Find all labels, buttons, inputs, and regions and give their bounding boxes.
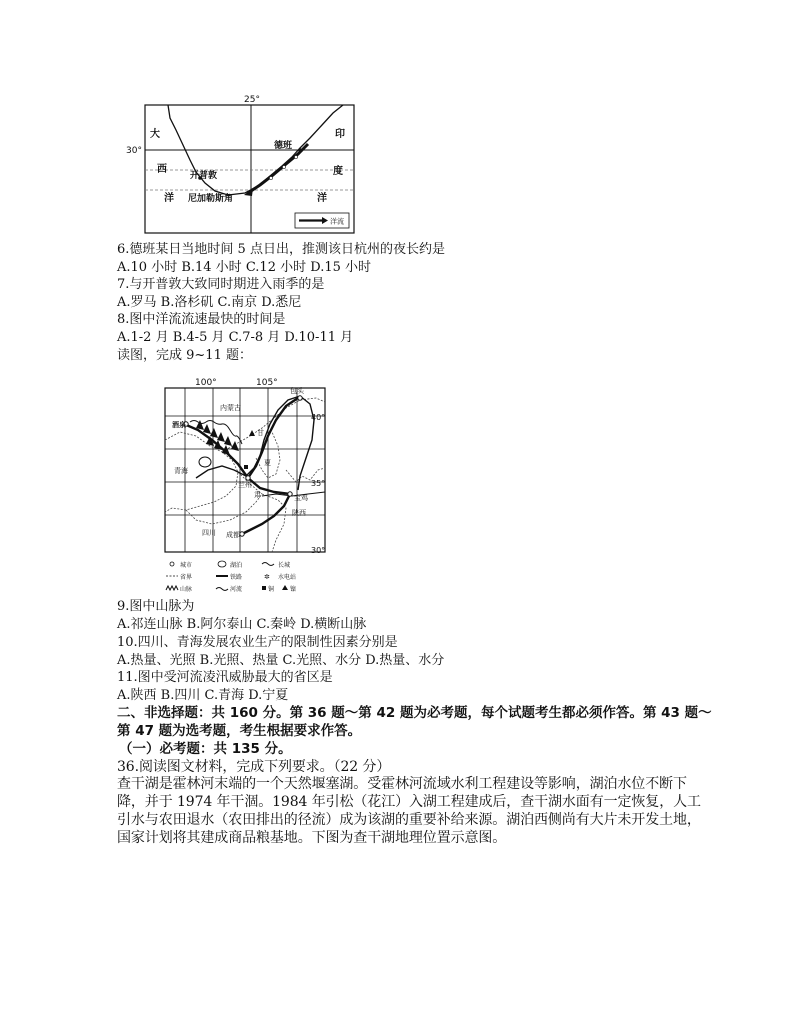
legend-copper-icon: [262, 586, 266, 590]
current-dot: [269, 176, 272, 179]
q11-options: A.陕西 B.四川 C.青海 D.宁夏: [117, 688, 289, 704]
q6-options: A.10 小时 B.14 小时 C.12 小时 D.15 小时: [117, 259, 372, 275]
legend-current-label: 洋流: [330, 217, 344, 226]
q36-passage-line4: 国家计划将其建成商品粮基地。下图为查干湖地理位置示意图。: [117, 829, 507, 846]
legend-mountain-icon: [166, 586, 178, 590]
q8-options: A.1-2 月 B.4-5 月 C.7-8 月 D.10-11 月: [117, 329, 354, 345]
required-questions-heading: （一）必考题：共 135 分。: [119, 740, 292, 757]
legend-lake-icon: [218, 561, 226, 567]
legend-hydropower-label: 水电站: [278, 574, 297, 581]
q9-options: A.祁连山脉 B.阿尔泰山 C.秦岭 D.横断山脉: [117, 616, 367, 632]
chengdu-city-icon: [240, 532, 244, 536]
q10-stem: 10.四川、青海发展农业生产的限制性因素分别是: [117, 634, 398, 650]
lon-100-label: 100°: [195, 378, 217, 388]
section2-heading-line1: 二、非选择题：共 160 分。第 36 题～第 42 题为必考题，每个试题考生都必须作答。第 43 题～: [117, 705, 712, 722]
q36-passage-line2: 降，并于 1974 年干涸。1984 年引松（花江）入湖工程建成后，查干湖水面有一定恢复，人工: [117, 794, 701, 811]
baotou-label: 包头: [290, 387, 304, 395]
great-wall: [190, 421, 242, 445]
legend-city-label: 城市: [180, 562, 193, 569]
atlantic-label-1: 大: [150, 129, 160, 140]
legend-railway-label: 铁路: [230, 574, 243, 581]
current-dot: [294, 155, 297, 158]
q36-passage-line3: 引水与农田退水（农田排出的径流）成为该湖的重要补给来源。湖泊西侧尚有大片未开发土地，: [117, 812, 701, 829]
legend-border-label: 省界: [180, 574, 193, 581]
railway-lanzhou-jiuquan: [184, 424, 248, 478]
nickel-mine-icon: [249, 430, 255, 436]
map2-legend: [166, 561, 296, 593]
legend-great-wall-icon: [262, 563, 274, 566]
durban-label: 德班: [274, 141, 293, 151]
current-dot: [282, 165, 285, 168]
south-africa-map: [125, 88, 365, 238]
legend-nickel-label: 镍: [290, 586, 297, 593]
atlantic-label-3: 洋: [164, 193, 174, 204]
xia-label: 夏: [264, 459, 271, 467]
map1-legend: [295, 213, 349, 228]
sichuan-label: 四川: [202, 529, 216, 537]
legend-river-icon: [216, 588, 228, 591]
q11-stem: 11.图中受河流凌汛威胁最大的省区是: [117, 670, 333, 686]
legend-lake-label: 湖泊: [230, 562, 243, 569]
jiuquan-label: 酒泉: [172, 421, 186, 429]
qinghai-lake: [199, 457, 211, 467]
atlantic-label-2: 西: [157, 164, 167, 175]
legend-great-wall-label: 长城: [278, 562, 291, 569]
lon-105-label: 105°: [256, 378, 278, 388]
map1-lat-label: 30°: [126, 146, 142, 156]
section2-heading-line2: 第 47 题为选考题，考生根据要求作答。: [117, 722, 362, 739]
q7-options: A.罗马 B.洛杉矶 C.南京 D.悉尼: [117, 294, 302, 310]
railway-baoji-chengdu: [242, 494, 290, 534]
capetown-label: 开普敦: [190, 171, 218, 181]
q36-passage-line1: 查干湖是霍林河末端的一个天然堰塞湖。受霍林河流域水利工程建设等影响，湖泊水位不断下: [117, 776, 687, 793]
q6-stem: 6.德班某日当地时间 5 点日出，推测该日杭州的夜长约是: [117, 242, 445, 257]
northwest-china-map: [150, 372, 340, 597]
q36-stem: 36.阅读图文材料，完成下列要求。（22 分）: [117, 758, 391, 775]
cape-agulhas-label: 尼加勒斯角: [188, 194, 234, 204]
baoji-city-icon: [288, 492, 292, 496]
chengdu-label: 成都: [226, 531, 240, 539]
railway-lanzhou-baotou: [248, 398, 298, 478]
legend-hydropower-icon: ✲: [264, 573, 270, 581]
q8-stem: 8.图中洋流流速最快的时间是: [117, 312, 286, 328]
q7-stem: 7.与开普敦大致同时期进入雨季的是: [117, 277, 325, 293]
legend-mountain-label: 山脉: [180, 586, 193, 593]
map2-grid: [165, 388, 325, 552]
indian-label-1: 印: [335, 129, 345, 140]
lanzhou-city-icon: [246, 476, 250, 480]
q10-options: A.热量、光照 B.光照、热量 C.光照、水分 D.热量、水分: [117, 652, 445, 668]
questions-6-8: [117, 241, 445, 364]
lat-30-label: 30°: [311, 546, 326, 555]
legend-copper-label: 铜: [268, 586, 275, 593]
q9-stem: 9.图中山脉为: [117, 599, 195, 614]
qinghai-label: 青海: [174, 467, 188, 475]
map1-lon-label: 25°: [244, 95, 260, 105]
lat-40-label: 40°: [311, 413, 326, 422]
baoji-label: 宝鸡: [294, 494, 308, 502]
legend-city-icon: [170, 562, 174, 566]
inner-mongolia-label: 内蒙古: [220, 404, 241, 412]
durban-city-dot: [298, 148, 302, 152]
lat-35-label: 35°: [311, 479, 326, 488]
lanzhou-label: 兰州: [238, 481, 252, 489]
hydropower-icon: [244, 465, 248, 469]
su-label: 肃: [254, 491, 261, 499]
current-arrowhead: [244, 188, 253, 196]
indian-label-2: 度: [333, 166, 343, 177]
intro-9-11: 读图，完成 9~11 题：: [117, 347, 252, 363]
legend-nickel-icon: [282, 585, 288, 590]
qilian-mountain-range: [196, 420, 239, 455]
baotou-city-icon: [298, 396, 302, 400]
legend-river-label: 河流: [230, 586, 243, 593]
indian-label-3: 洋: [317, 193, 327, 204]
questions-9-36: [117, 598, 712, 848]
map2-frame: [165, 388, 325, 552]
shaanxi-label: 陕西: [292, 509, 306, 517]
gan-label: 甘: [257, 429, 264, 437]
